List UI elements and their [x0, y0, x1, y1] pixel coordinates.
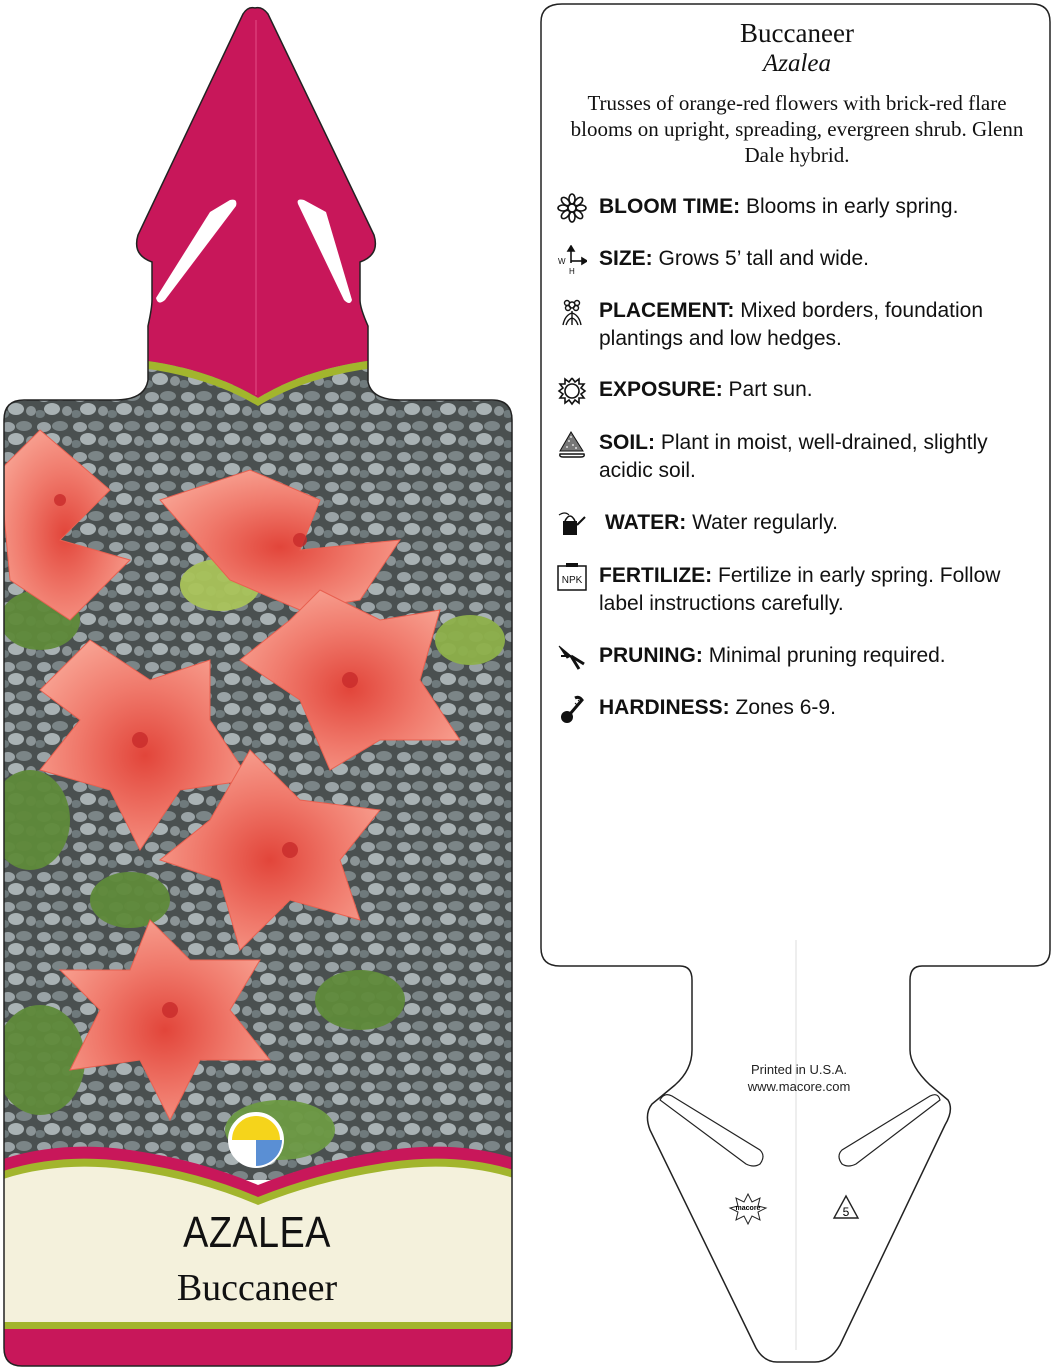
care-text: Mixed borders, foundation plantings and low hedges.	[599, 299, 983, 350]
npk-icon	[557, 562, 587, 592]
back-title: Buccaneer	[740, 18, 854, 48]
recycle-code: 5	[842, 1205, 850, 1219]
macore-logo-text: macore	[735, 1205, 761, 1212]
size-h-label: H	[569, 267, 575, 275]
size-arrows-icon	[557, 245, 587, 275]
soil-icon	[557, 429, 587, 459]
npk-label: NPK	[561, 575, 583, 586]
care-label: HARDINESS:	[599, 696, 730, 719]
care-label: BLOOM TIME:	[599, 195, 741, 218]
care-text: Fertilize in early spring. Follow label instructions carefully.	[599, 564, 1001, 615]
care-label: FERTILIZE:	[599, 564, 713, 587]
back-botanical-name: Azalea	[762, 50, 832, 77]
care-label: PRUNING:	[599, 644, 703, 667]
care-label: WATER:	[605, 511, 687, 534]
sun-icon	[557, 376, 587, 406]
flower-icon	[557, 193, 587, 223]
front-variety-name: Buccaneer	[176, 1267, 338, 1309]
thermometer-icon	[557, 694, 587, 724]
watering-can-icon	[557, 509, 587, 539]
care-label: SOIL:	[599, 431, 655, 454]
care-text: Zones 6-9.	[735, 696, 836, 719]
care-label: EXPOSURE:	[599, 378, 723, 401]
care-text: Water regularly.	[692, 511, 838, 534]
care-label: SIZE:	[599, 247, 653, 270]
care-text: Grows 5’ tall and wide.	[658, 247, 869, 270]
care-text: Blooms in early spring.	[746, 195, 959, 218]
website-text: www.macore.com	[747, 1079, 851, 1094]
front-plant-name: AZALEA	[183, 1208, 331, 1257]
printed-in-text: Printed in U.S.A.	[750, 1062, 848, 1077]
size-w-label: W	[558, 257, 566, 266]
placement-icon	[557, 297, 587, 327]
exposure-badge-icon	[230, 1114, 282, 1166]
care-text: Part sun.	[728, 378, 813, 401]
care-label: PLACEMENT:	[599, 299, 735, 322]
pruners-icon	[557, 642, 587, 672]
back-description: Trusses of orange-red flowers with brick-red flare blooms on upright, spreading, evergreen shrub. Glenn Dale hybrid.	[570, 91, 1024, 167]
care-text: Plant in moist, well-drained, slightly acidic soil.	[599, 431, 988, 482]
care-text: Minimal pruning required.	[708, 644, 946, 667]
